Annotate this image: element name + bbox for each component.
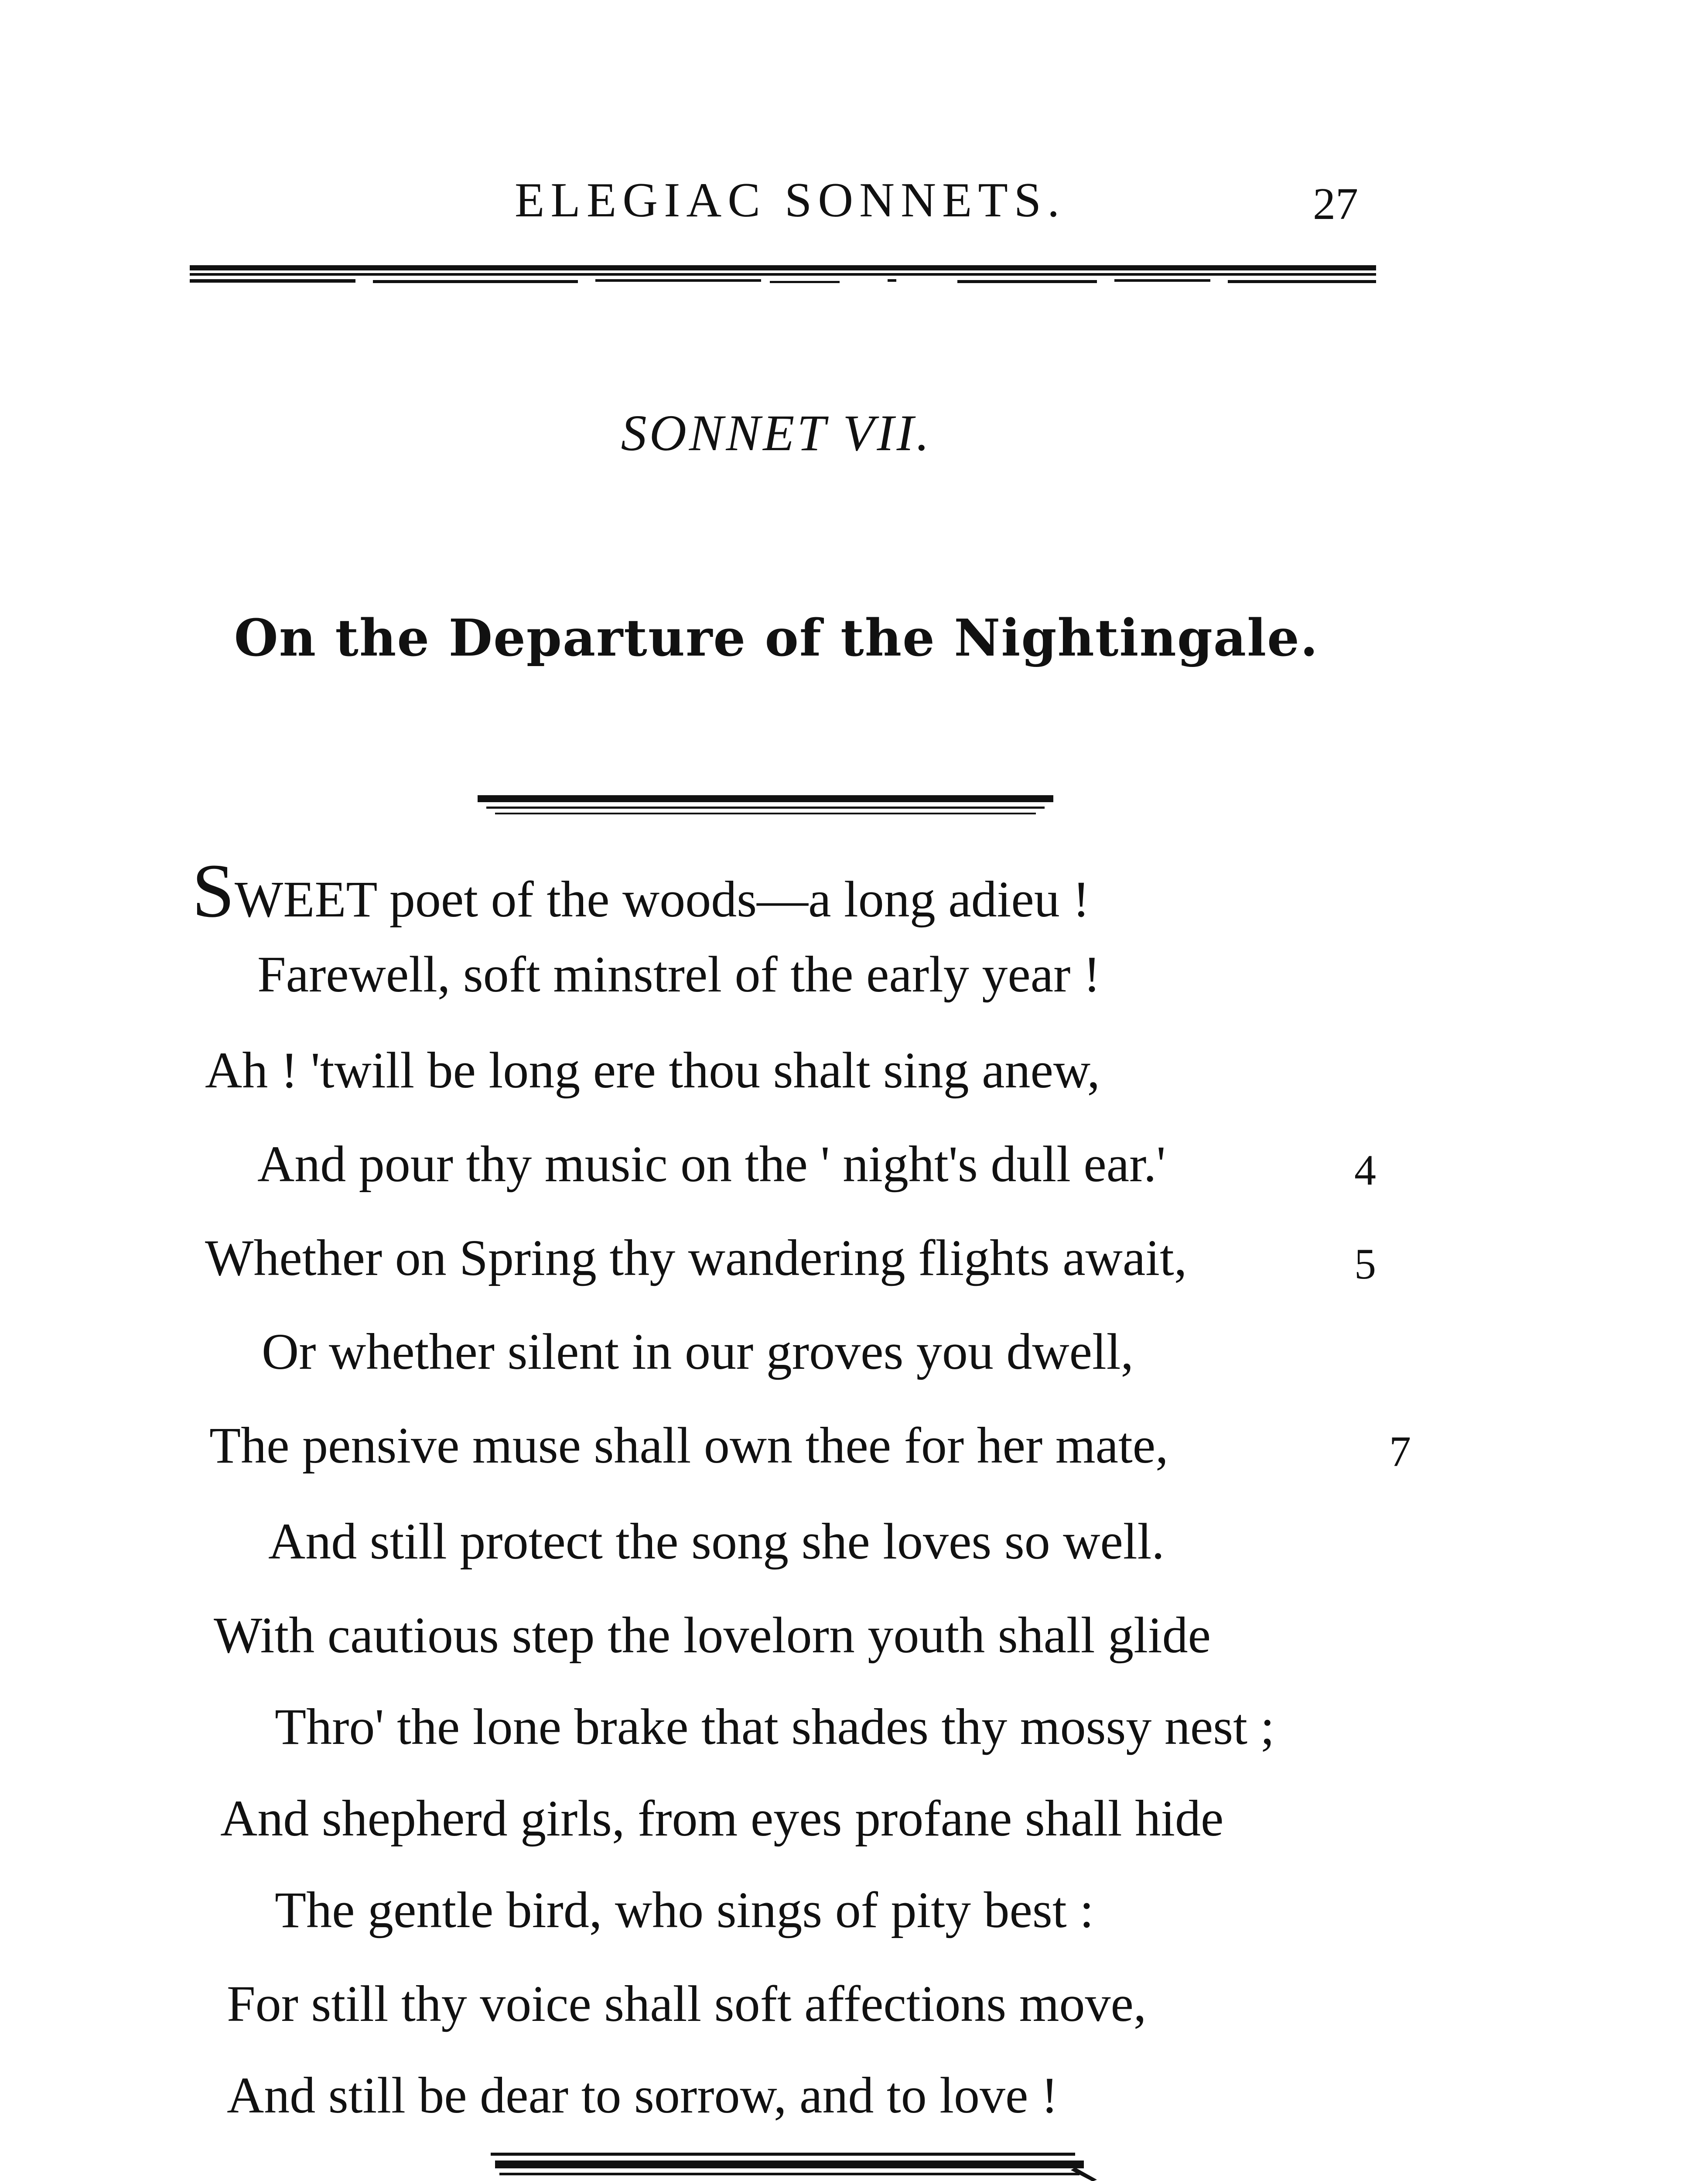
note-marker: 7	[1389, 1427, 1411, 1476]
ornamental-rule-bottom	[491, 2148, 1097, 2181]
poem-line-8: And still protect the song she loves so well.	[268, 1513, 1165, 1570]
ornamental-rule-top	[478, 792, 1053, 818]
poem-line-3: Ah ! 'twill be long ere thou shalt sing anew,	[205, 1042, 1100, 1099]
sonnet-title: SONNET VII.	[621, 404, 932, 461]
poem-line-4: And pour thy music on the ' night's dull ear.'	[257, 1135, 1166, 1193]
poem-line-12: The gentle bird, who sings of pity best :	[275, 1881, 1094, 1938]
running-head	[0, 0, 1708, 305]
page-number: 27	[1313, 179, 1358, 229]
drop-capital: S	[192, 848, 235, 933]
poem-line-9: With cautious step the lovelorn youth shall glide	[214, 1607, 1211, 1664]
sonnet-subtitle: On the Departure of the Nightingale.	[234, 608, 1319, 668]
poem-line-6: Or whether silent in our groves you dwell,	[262, 1323, 1134, 1380]
poem-line-14: And still be dear to sorrow, and to love !	[227, 2067, 1059, 2124]
running-title: ELEGIAC SONNETS.	[515, 173, 1066, 227]
header-rule	[190, 262, 1376, 292]
poem-line-text: WEET poet of the woods—a long adieu !	[234, 871, 1090, 928]
poem-line-5: Whether on Spring thy wandering flights await,	[205, 1229, 1187, 1286]
note-marker: 4	[1354, 1146, 1376, 1194]
poem-line-13: For still thy voice shall soft affections move,	[227, 1975, 1147, 2032]
poem-line-10: Thro' the lone brake that shades thy mossy nest ;	[275, 1698, 1275, 1755]
poem-line-11: And shepherd girls, from eyes profane shall hide	[220, 1790, 1224, 1847]
poem-line-2: Farewell, soft minstrel of the early year !	[257, 946, 1101, 1003]
poem-line-1	[192, 848, 1090, 933]
poem-line-7: The pensive muse shall own thee for her mate,	[209, 1417, 1168, 1474]
note-marker: 5	[1354, 1240, 1376, 1288]
